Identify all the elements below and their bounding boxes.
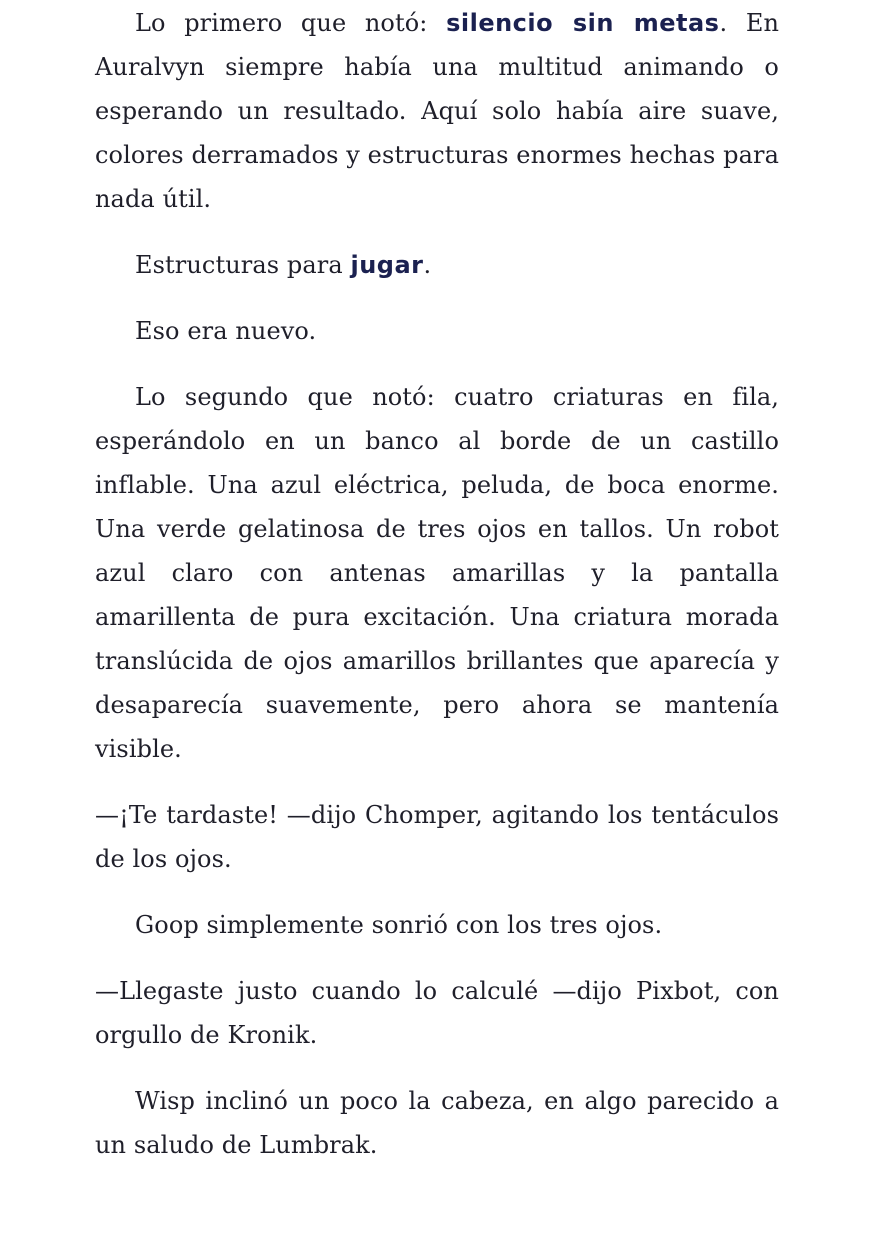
paragraph-3: Eso era nuevo. (135, 317, 317, 345)
paragraph-2 (95, 243, 779, 287)
paragraph-4: Lo segundo que notó: cuatro criaturas en fila, esperándolo en un banco al borde de un castillo inflable. Una azul eléctrica, peluda, de boca enorme. Una verde gelatinosa de tres ojos en tallos. Un robot azul claro con antenas amarillas y la pantalla amarillenta de pura excitación. Una criatura morada translúcida de ojos amarillos brillantes que aparecía y desaparecía suavemente, pero ahora se mantenía visible. (95, 383, 779, 763)
paragraph-goop: Goop simplemente sonrió con los tres ojos. (135, 911, 663, 939)
dialogue-chomper: —¡Te tardaste! —dijo Chomper, agitando los tentáculos de los ojos. (95, 801, 779, 873)
paragraph-1-text-c: . En Auralvyn siempre había una multitud animando o esperando un resultado. Aquí solo había aire suave, colores derramados y estructuras enormes hechas para nada útil. (95, 9, 779, 213)
paragraph-wisp: Wisp inclinó un poco la cabeza, en algo parecido a un saludo de Lumbrak. (95, 1087, 779, 1159)
paragraph-2-text-c: . (423, 251, 432, 279)
paragraph-1-text-a: Lo primero que notó: (135, 9, 447, 37)
story-page (95, 0, 779, 1166)
emphasis-silencio-sin-metas: silencio sin metas (446, 9, 720, 37)
emphasis-jugar: jugar (350, 251, 424, 279)
paragraph-2-text-a: Estructuras para (135, 251, 351, 279)
dialogue-pixbot: —Llegaste justo cuando lo calculé —dijo Pixbot, con orgullo de Kronik. (95, 977, 779, 1049)
paragraph-1 (95, 1, 779, 221)
